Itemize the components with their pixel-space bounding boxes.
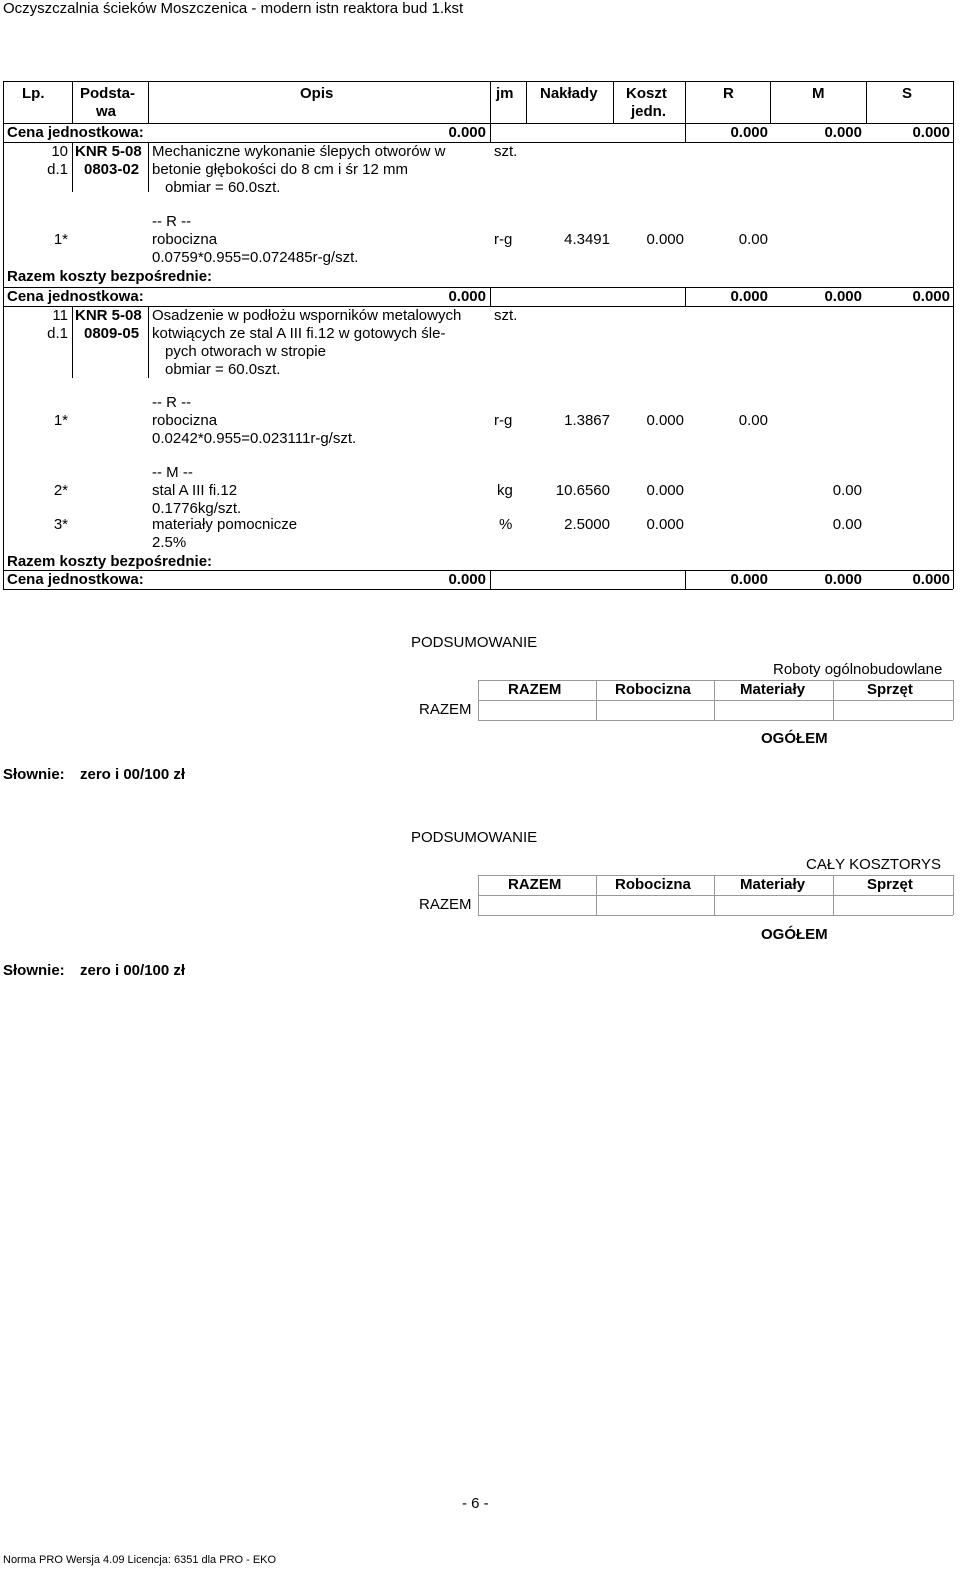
header-naklady: Nakłady	[540, 85, 598, 102]
header-koszt-1: Koszt	[626, 85, 667, 102]
col-materialy: Materiały	[740, 876, 806, 893]
cena-label: Cena jednostkowa:	[7, 571, 144, 588]
col-materialy: Materiały	[740, 681, 806, 698]
slownie-value: zero i 00/100 zł	[80, 766, 186, 783]
header-r: R	[723, 85, 734, 102]
resource-formula: 0.1776kg/szt.	[152, 500, 242, 517]
header-s: S	[902, 85, 913, 102]
razem-label: Razem koszty bezpośrednie:	[7, 268, 213, 285]
resource-lp: 1*	[53, 231, 68, 248]
col-robocizna: Robocizna	[615, 876, 691, 893]
resource-name: stal A III fi.12	[152, 482, 238, 499]
resource-r: 0.00	[738, 412, 768, 429]
resource-lp: 2*	[53, 482, 68, 499]
col-razem: RAZEM	[508, 681, 562, 698]
item-podstawa: KNR 5-08	[75, 307, 142, 324]
slownie-label: Słownie:	[3, 766, 65, 783]
summary-subtitle: CAŁY KOSZTORYS	[806, 856, 942, 873]
resource-name: materiały pomocnicze	[152, 516, 298, 533]
cena-value: 0.000	[448, 288, 486, 305]
item-obmiar: obmiar = 60.0szt.	[165, 361, 281, 378]
document-title: Oczyszczalnia ścieków Moszczenica - modern istn reaktora bud 1.kst	[3, 0, 464, 17]
item-jm: szt.	[494, 143, 518, 160]
cena-value: 0.000	[824, 288, 862, 305]
header-opis: Opis	[300, 85, 334, 102]
item-podstawa-code: 0809-05	[84, 325, 140, 342]
resource-lp: 3*	[53, 516, 68, 533]
resource-m: 0.00	[832, 516, 862, 533]
resource-lp: 1*	[53, 412, 68, 429]
ogolem-label: OGÓŁEM	[761, 926, 828, 943]
cena-value: 0.000	[448, 124, 486, 141]
cena-value: 0.000	[912, 571, 950, 588]
resource-koszt: 0.000	[646, 516, 684, 533]
col-sprzet: Sprzęt	[867, 876, 913, 893]
item-lp-suffix: d.1	[47, 161, 68, 178]
r-section-header: -- R --	[152, 394, 192, 411]
resource-jm: r-g	[494, 412, 513, 429]
item-obmiar: obmiar = 60.0szt.	[165, 179, 281, 196]
ogolem-label: OGÓŁEM	[761, 730, 828, 747]
resource-naklady: 2.5000	[564, 516, 610, 533]
resource-formula: 0.0242*0.955=0.023111r-g/szt.	[152, 430, 357, 447]
resource-koszt: 0.000	[646, 412, 684, 429]
row-razem-label: RAZEM	[419, 701, 472, 718]
row-razem-label: RAZEM	[419, 896, 472, 913]
resource-koszt: 0.000	[646, 231, 684, 248]
resource-name: robocizna	[152, 412, 218, 429]
item-lp-suffix: d.1	[47, 325, 68, 342]
summary-title: PODSUMOWANIE	[411, 829, 538, 846]
header-lp: Lp.	[22, 85, 45, 102]
item-lp: 11	[52, 307, 68, 324]
resource-name: robocizna	[152, 231, 218, 248]
resource-r: 0.00	[738, 231, 768, 248]
header-m: M	[812, 85, 825, 102]
item-lp: 10	[51, 143, 68, 160]
item-opis: Mechaniczne wykonanie ślepych otworów w	[152, 143, 446, 160]
resource-m: 0.00	[832, 482, 862, 499]
item-podstawa: KNR 5-08	[75, 143, 142, 160]
resource-jm: r-g	[494, 231, 513, 248]
col-robocizna: Robocizna	[615, 681, 691, 698]
col-sprzet: Sprzęt	[867, 681, 913, 698]
resource-naklady: 4.3491	[564, 231, 610, 248]
item-opis: Osadzenie w podłożu wsporników metalowych	[152, 307, 462, 324]
resource-naklady: 1.3867	[564, 412, 610, 429]
header-podstawa-2: wa	[96, 103, 117, 120]
cena-value: 0.000	[912, 288, 950, 305]
resource-jm: %	[499, 516, 513, 533]
resource-formula: 0.0759*0.955=0.072485r-g/szt.	[152, 249, 359, 266]
r-section-header: -- R --	[152, 213, 192, 230]
cena-value: 0.000	[730, 288, 768, 305]
cena-value: 0.000	[824, 124, 862, 141]
slownie-label: Słownie:	[3, 962, 65, 979]
cena-label: Cena jednostkowa:	[7, 124, 144, 141]
m-section-header: -- M --	[152, 464, 193, 481]
cena-value: 0.000	[448, 571, 486, 588]
header-jm: jm	[496, 85, 514, 102]
summary-title: PODSUMOWANIE	[411, 634, 538, 651]
resource-formula: 2.5%	[152, 534, 187, 551]
header-podstawa-1: Podsta-	[80, 85, 136, 102]
item-podstawa-code: 0803-02	[84, 161, 140, 178]
col-razem: RAZEM	[508, 876, 562, 893]
slownie-value: zero i 00/100 zł	[80, 962, 186, 979]
cena-value: 0.000	[730, 571, 768, 588]
item-opis: pych otworach w stropie	[165, 343, 326, 360]
razem-label: Razem koszty bezpośrednie:	[7, 553, 213, 570]
item-opis: kotwiących ze stal A III fi.12 w gotowych śle-	[152, 325, 446, 342]
resource-jm: kg	[497, 482, 513, 499]
page-number: - 6 -	[462, 1495, 489, 1512]
header-koszt-2: jedn.	[631, 103, 667, 120]
resource-naklady: 10.6560	[555, 482, 610, 499]
cena-label: Cena jednostkowa:	[7, 288, 144, 305]
footer-license: Norma PRO Wersja 4.09 Licencja: 6351 dla PRO - EKO	[3, 1554, 277, 1566]
item-opis: betonie głębokości do 8 cm i śr 12 mm	[152, 161, 408, 178]
item-jm: szt.	[494, 307, 518, 324]
cena-value: 0.000	[912, 124, 950, 141]
resource-koszt: 0.000	[646, 482, 684, 499]
cena-value: 0.000	[824, 571, 862, 588]
cena-value: 0.000	[730, 124, 768, 141]
summary-subtitle: Roboty ogólnobudowlane	[773, 661, 943, 678]
